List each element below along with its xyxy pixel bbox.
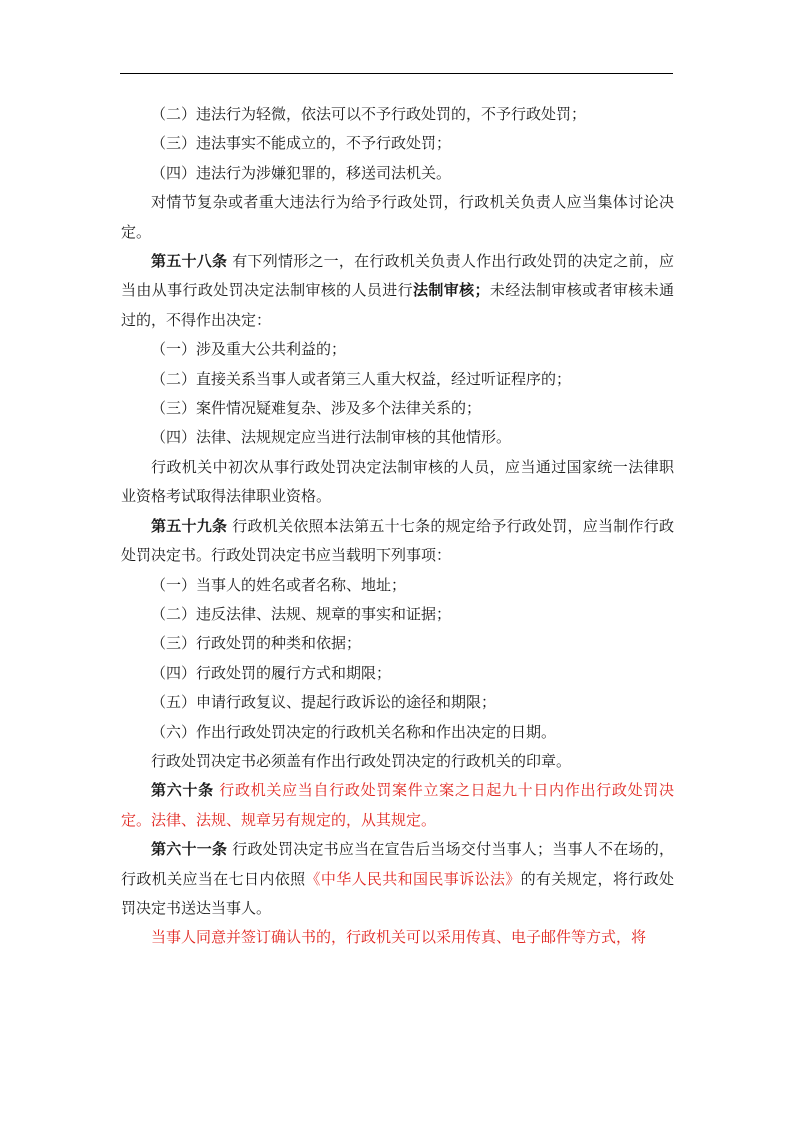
article-61 — [121, 835, 674, 923]
item-3-facts-not-established: （三）违法事实不能成立的，不予行政处罚； — [151, 134, 452, 153]
article-59-item-3: （三）行政处罚的种类和依据； — [151, 634, 362, 653]
electronic-service-paragraph: 当事人同意并签订确认书的，行政机关可以采用传真、电子邮件等方式，将 — [151, 928, 647, 947]
article-61-text-b: 的有关规定，将行政处罚决定书送达当事人。 — [121, 869, 674, 917]
article-58-bold-text: 法制审核； — [413, 281, 490, 300]
article-58-title: 第五十八条 — [151, 252, 228, 271]
article-58-item-2: （二）直接关系当事人或者第三人重大权益，经过听证程序的； — [151, 369, 572, 388]
article-59-text: 行政机关依照本法第五十七条的规定给予行政处罚，应当制作行政处罚决定书。行政处罚决定书应当载明下列事项： — [121, 516, 674, 565]
header-rule — [120, 73, 673, 74]
civil-procedure-law-reference: 《中华人民共和国民事诉讼法》 — [305, 869, 521, 888]
article-60-text: 行政机关应当自行政处罚案件立案之日起九十日内作出行政处罚决定。法律、法规、规章另有规定的，从其规定。 — [121, 781, 674, 829]
collective-discussion-paragraph: 对情节复杂或者重大违法行为给予行政处罚，行政机关负责人应当集体讨论决定。 — [121, 193, 674, 241]
article-58-text-b: 未经法制审核或者审核未通过的，不得作出决定： — [121, 281, 674, 329]
article-59 — [121, 512, 674, 571]
article-58 — [121, 247, 674, 335]
article-61-title: 第六十一条 — [151, 840, 228, 859]
article-58-text-a: 有下列情形之一，在行政机关负责人作出行政处罚的决定之前，应当由从事行政处罚决定法制审核的人员进行 — [121, 252, 674, 300]
article-59-title: 第五十九条 — [151, 516, 228, 535]
item-2-minor-violation: （二）违法行为轻微，依法可以不予行政处罚的，不予行政处罚； — [151, 105, 587, 123]
article-59-item-5: （五）申请行政复议、提起行政诉讼的途径和期限； — [151, 693, 497, 712]
article-59-item-2: （二）违反法律、法规、规章的事实和证据； — [151, 604, 452, 623]
item-4-suspected-crime: （四）违法行为涉嫌犯罪的，移送司法机关。 — [151, 163, 452, 182]
article-60-title: 第六十条 — [151, 781, 214, 800]
article-60 — [121, 776, 674, 835]
article-59-item-1: （一）当事人的姓名或者名称、地址； — [151, 575, 407, 594]
article-58-item-1: （一）涉及重大公共利益的； — [151, 340, 347, 359]
document-body — [121, 100, 674, 953]
article-59-item-6: （六）作出行政处罚决定的行政机关名称和作出决定的日期。 — [151, 722, 557, 741]
seal-requirement-paragraph: 行政处罚决定书必须盖有作出行政处罚决定的行政机关的印章。 — [151, 751, 572, 770]
article-58-item-3: （三）案件情况疑难复杂、涉及多个法律关系的； — [151, 399, 482, 418]
reviewer-qualification-paragraph: 行政机关中初次从事行政处罚决定法制审核的人员，应当通过国家统一法律职业资格考试取得法律职业资格。 — [121, 457, 674, 506]
article-58-item-4: （四）法律、法规规定应当进行法制审核的其他情形。 — [151, 428, 512, 447]
article-59-item-4: （四）行政处罚的履行方式和期限； — [151, 663, 392, 682]
article-61-text-a: 行政处罚决定书应当在宣告后当场交付当事人；当事人不在场的，行政机关应当在七日内依照 — [121, 840, 674, 888]
